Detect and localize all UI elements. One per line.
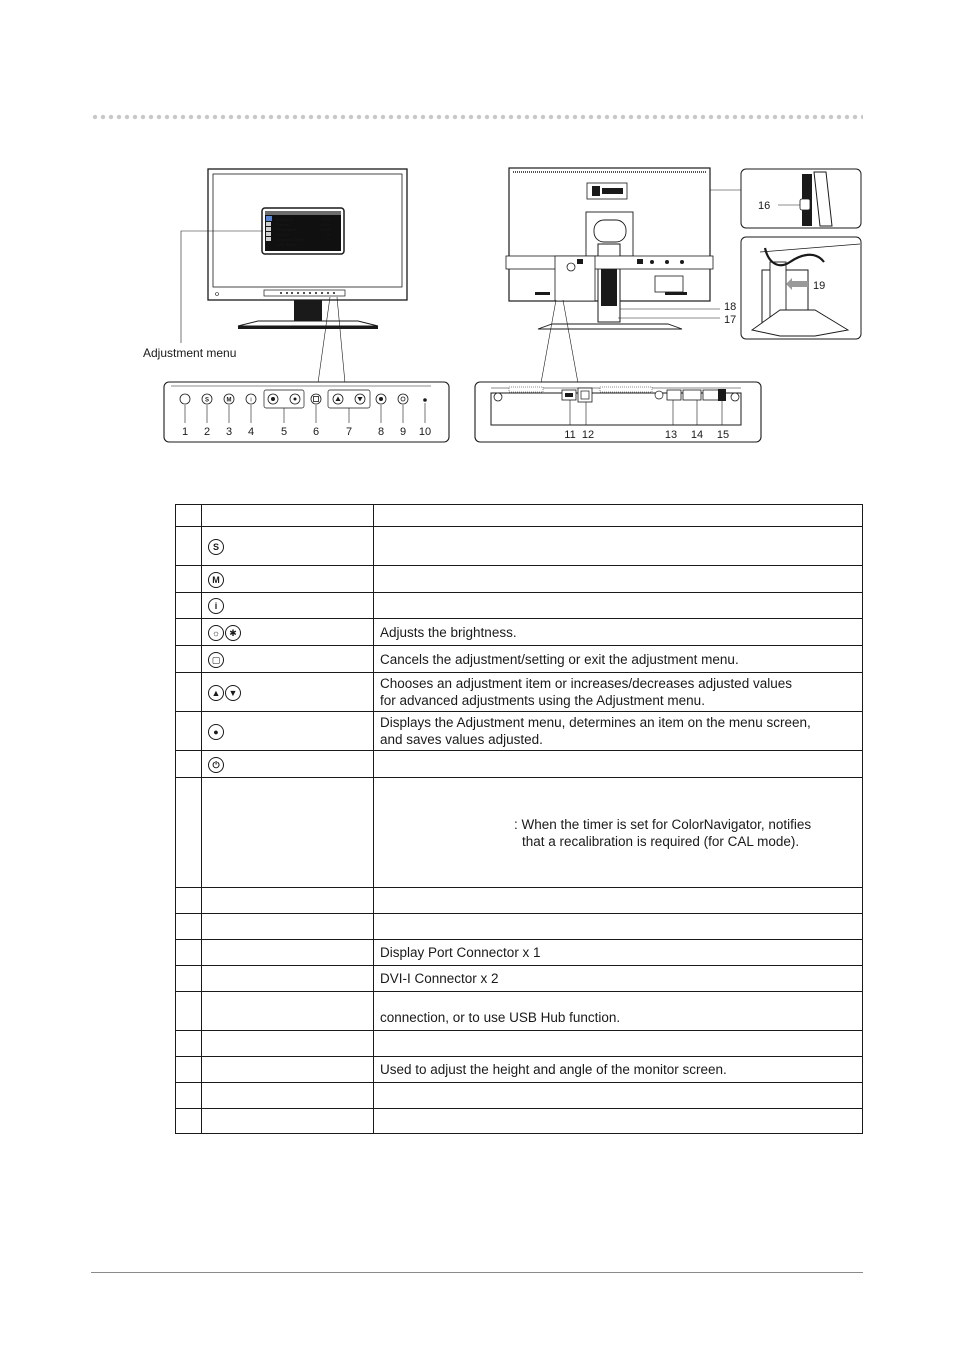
- row-number: [176, 1109, 202, 1134]
- osd-menu: [262, 208, 344, 254]
- row-number: [176, 1031, 202, 1057]
- row-number: [176, 619, 202, 646]
- callout-number: 11: [564, 429, 576, 441]
- callout-number: 4: [247, 426, 255, 438]
- part-name: [202, 712, 374, 751]
- description-line: and saves values adjusted.: [380, 732, 543, 747]
- row-number: [176, 527, 202, 566]
- part-name: [202, 992, 374, 1031]
- button-glyph-icon: i: [208, 598, 224, 614]
- part-description: [374, 593, 863, 619]
- rear-connector-panel: [475, 382, 761, 442]
- part-name: [202, 593, 374, 619]
- part-description: [374, 940, 863, 966]
- row-number: [176, 888, 202, 914]
- callout-number: 5: [280, 426, 288, 438]
- callout-number: 13: [664, 429, 678, 441]
- osd-menu-item: Temperature: [276, 228, 297, 232]
- osd-menu-value: >: [327, 238, 330, 242]
- table-row: [176, 778, 863, 888]
- part-name: [202, 673, 374, 712]
- description-line: Used to adjust the height and angle of the monitor screen.: [380, 1062, 727, 1077]
- part-description: [374, 1031, 863, 1057]
- row-number: [176, 992, 202, 1031]
- table-row: [176, 992, 863, 1031]
- table-row: [176, 1057, 863, 1083]
- table-row: [176, 712, 863, 751]
- button-glyph-icon: ⏻: [208, 757, 224, 773]
- part-name: [202, 566, 374, 593]
- part-description: [374, 1109, 863, 1134]
- table-row: [176, 888, 863, 914]
- description-line: : When the timer is set for ColorNavigator, notifies: [514, 816, 812, 832]
- part-description: [374, 914, 863, 940]
- button-glyph-icon: ●: [208, 724, 224, 740]
- part-name: [202, 1083, 374, 1109]
- part-description: [374, 505, 863, 527]
- description-line: connection, or to use USB Hub function.: [380, 1009, 621, 1025]
- description-line: Displays the Adjustment menu, determines an item on the menu screen,: [380, 715, 811, 730]
- callout-number: 7: [345, 426, 353, 438]
- osd-menu-item: Contrast: [276, 223, 290, 227]
- callout-number: 16: [758, 200, 771, 212]
- part-name: [202, 940, 374, 966]
- part-description: [374, 1057, 863, 1083]
- part-name: [202, 505, 374, 527]
- table-row: [176, 1109, 863, 1134]
- part-name: [202, 966, 374, 992]
- callout-number: 3: [225, 426, 233, 438]
- button-glyph-icon: ☼: [208, 625, 224, 641]
- row-number: [176, 778, 202, 888]
- callout-number: 15: [716, 429, 730, 441]
- part-name: [202, 778, 374, 888]
- table-row: [176, 1083, 863, 1109]
- part-description: [374, 992, 863, 1031]
- row-number: [176, 1057, 202, 1083]
- row-number: [176, 505, 202, 527]
- row-number: [176, 751, 202, 778]
- callout-number: 2: [203, 426, 211, 438]
- osd-menu-value: 2.2: [325, 233, 330, 237]
- row-number: [176, 914, 202, 940]
- part-description: [374, 712, 863, 751]
- rear-monitor: [506, 168, 713, 329]
- part-description: [374, 966, 863, 992]
- callout-number: 17: [724, 314, 737, 326]
- table-row: [176, 940, 863, 966]
- description-line: that a recalibration is required (for CAL mode).: [522, 833, 800, 849]
- part-name: [202, 1031, 374, 1057]
- table-row: [176, 566, 863, 593]
- part-name: [202, 1057, 374, 1083]
- part-name: [202, 619, 374, 646]
- part-description: [374, 566, 863, 593]
- part-description: [374, 673, 863, 712]
- row-number: [176, 566, 202, 593]
- callout-number: 18: [724, 301, 737, 313]
- row-number: [176, 712, 202, 751]
- adjustment-menu-label: Adjustment menu: [143, 346, 237, 360]
- osd-menu-item: Brightness: [276, 218, 293, 222]
- svg-text:S: S: [204, 397, 210, 404]
- part-name: [202, 751, 374, 778]
- part-name: [202, 1109, 374, 1134]
- part-description: [374, 778, 863, 888]
- part-name: [202, 527, 374, 566]
- row-number: [176, 673, 202, 712]
- svg-text:M: M: [226, 397, 232, 404]
- button-glyph-icon: ▼: [225, 685, 241, 701]
- callout-number: 1: [181, 426, 189, 438]
- button-glyph-icon: ▢: [208, 652, 224, 668]
- part-description: [374, 1083, 863, 1109]
- parts-table: [175, 504, 863, 1134]
- table-row: [176, 505, 863, 527]
- callout-number: 14: [690, 429, 704, 441]
- osd-menu-item: Gamma: [276, 233, 289, 237]
- part-description: [374, 888, 863, 914]
- svg-text:i: i: [250, 397, 252, 404]
- callout-number: 19: [813, 280, 826, 292]
- table-row: [176, 751, 863, 778]
- part-description: [374, 751, 863, 778]
- description-line: Cancels the adjustment/setting or exit the adjustment menu.: [380, 651, 739, 667]
- footer-rule: [91, 1272, 863, 1273]
- monitor-diagram: [0, 0, 954, 460]
- osd-menu-item: Advanced Settings: [276, 238, 306, 242]
- callout-number: 10: [418, 426, 432, 438]
- description-line: Chooses an adjustment item or increases/decreases adjusted values: [380, 676, 792, 691]
- description-line: for advanced adjustments using the Adjustment menu.: [380, 693, 705, 708]
- button-glyph-icon: M: [208, 572, 224, 588]
- row-number: [176, 593, 202, 619]
- part-description: [374, 527, 863, 566]
- row-number: [176, 646, 202, 673]
- callout-number: 12: [581, 429, 595, 441]
- osd-menu-item: Color Reset: [276, 243, 295, 247]
- callout-number: 6: [312, 426, 320, 438]
- part-name: [202, 888, 374, 914]
- button-glyph-icon: S: [208, 539, 224, 555]
- row-number: [176, 966, 202, 992]
- table-row: [176, 673, 863, 712]
- osd-menu-value: 6500K: [319, 228, 330, 232]
- description-line: Display Port Connector x 1: [380, 945, 541, 960]
- callout-number: 8: [377, 426, 385, 438]
- front-button-panel: [164, 382, 449, 442]
- description-line: DVI-I Connector x 2: [380, 971, 499, 986]
- button-glyph-icon: ✱: [225, 625, 241, 641]
- table-row: [176, 646, 863, 673]
- callout-number: 9: [399, 426, 407, 438]
- table-row: [176, 1031, 863, 1057]
- row-number: [176, 940, 202, 966]
- button-glyph-icon: ▲: [208, 685, 224, 701]
- table-row: [176, 966, 863, 992]
- table-row: [176, 593, 863, 619]
- row-number: [176, 1083, 202, 1109]
- part-description: [374, 619, 863, 646]
- part-name: [202, 914, 374, 940]
- part-name: [202, 646, 374, 673]
- osd-menu-value: 87%: [322, 218, 330, 222]
- table-row: [176, 914, 863, 940]
- osd-menu-value: 100%: [320, 223, 330, 227]
- table-row: [176, 619, 863, 646]
- table-row: [176, 527, 863, 566]
- part-description: [374, 646, 863, 673]
- description-line: Adjusts the brightness.: [380, 624, 517, 640]
